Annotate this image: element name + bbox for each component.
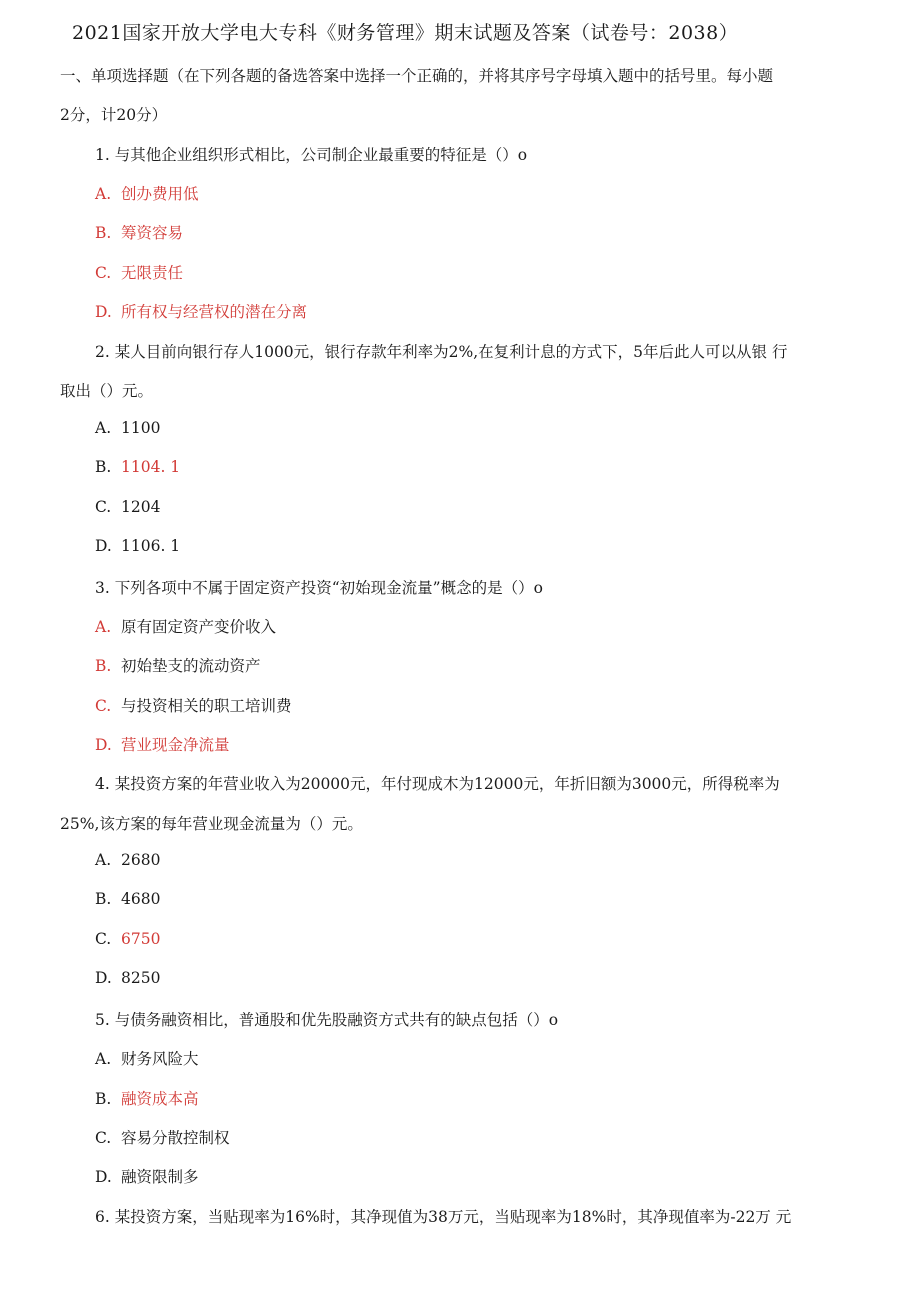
question-4-option-b: B. 4680 [95, 890, 161, 908]
question-4-stem: 4. 某投资方案的年营业收入为20000元，年付现成木为12000元，年折旧额为3000元，所得税率为 [95, 775, 780, 793]
question-3-option-a: A. 原有固定资产变价收入 [95, 618, 277, 636]
question-2-option-b: B. 1104. 1 [95, 458, 181, 476]
question-4-option-a: A. 2680 [95, 851, 161, 869]
page-title: 2021国家开放大学电大专科《财务管理》期末试题及答案（试卷号：2038） [72, 22, 739, 44]
section-heading: 一、单项选择题（在下列各题的备选答案中选择一个正确的，并将其序号字母填入题中的括号里。每小题 [60, 67, 774, 85]
question-5-option-c: C. 容易分散控制权 [95, 1129, 230, 1147]
question-4-option-c: C. 6750 [95, 930, 161, 948]
question-6-stem: 6. 某投资方案，当贴现率为16%时，其净现值为38万元，当贴现率为18%时，其净现值率为-22万 元 [95, 1208, 792, 1226]
question-4-stem-cont: 25%,该方案的每年营业现金流量为（）元。 [60, 815, 363, 833]
question-4-option-d: D. 8250 [95, 969, 161, 987]
question-2-stem-cont: 取出（）元。 [60, 382, 154, 400]
question-5-option-a: A. 财务风险大 [95, 1050, 199, 1068]
question-1-stem: 1. 与其他企业组织形式相比，公司制企业最重要的特征是（）o [95, 146, 528, 164]
question-1-option-a: A. 创办费用低 [95, 185, 199, 203]
question-5-stem: 5. 与债务融资相比，普通股和优先股融资方式共有的缺点包括（）o [95, 1011, 559, 1029]
question-5-option-b: B. 融资成本高 [95, 1090, 199, 1108]
question-3-stem: 3. 下列各项中不属于固定资产投资“初始现金流量”概念的是（）o [95, 579, 543, 597]
question-5-option-d: D. 融资限制多 [95, 1168, 199, 1186]
question-1-option-c: C. 无限责任 [95, 264, 184, 282]
question-3-option-c: C. 与投资相关的职工培训费 [95, 697, 292, 715]
question-2-option-d: D. 1106. 1 [95, 537, 181, 555]
question-3-option-b: B. 初始垫支的流动资产 [95, 657, 261, 675]
question-2-option-c: C. 1204 [95, 498, 161, 516]
question-2-option-a: A. 1100 [95, 419, 161, 437]
question-2-stem: 2. 某人目前向银行存人1000元，银行存款年利率为2%,在复利计息的方式下，5年后此人可以从银 行 [95, 343, 788, 361]
question-1-option-d: D. 所有权与经营权的潜在分离 [95, 303, 308, 321]
section-heading-cont: 2分，计20分） [60, 106, 168, 124]
question-3-option-d: D. 营业现金净流量 [95, 736, 230, 754]
question-1-option-b: B. 筹资容易 [95, 224, 184, 242]
